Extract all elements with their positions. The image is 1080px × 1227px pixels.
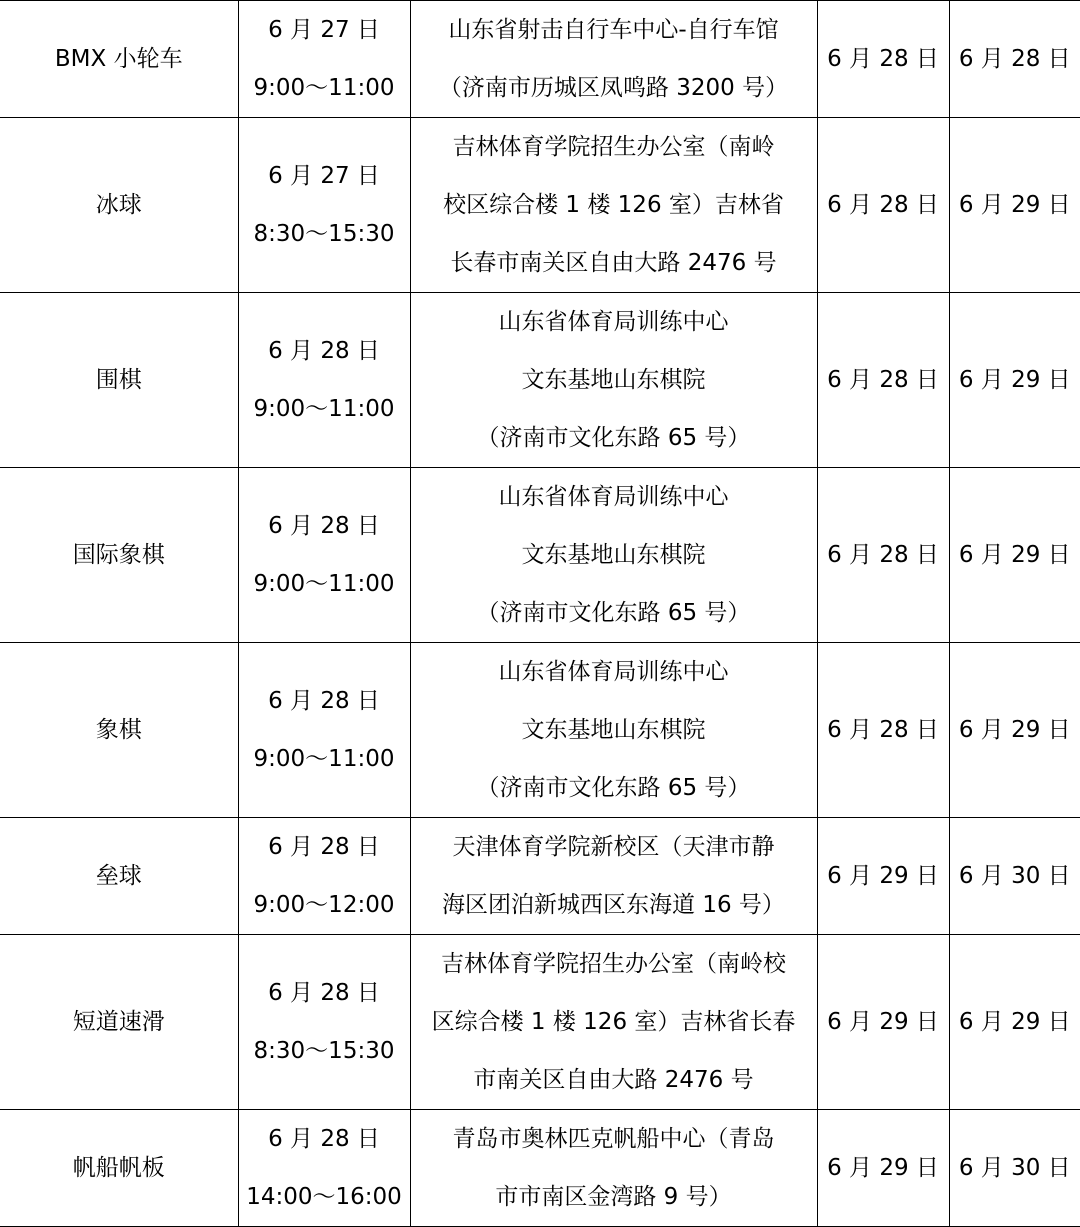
sport-cell [0,935,238,1110]
test-time: 8:30～15:30 [253,1038,395,1064]
test-time: 9:00～12:00 [253,892,395,918]
test-date: 6 月 27 日 [268,163,380,189]
date-b-cell [949,935,1080,1110]
date-a: 6 月 29 日 [827,863,939,889]
sport-cell [0,1,238,118]
sport-name: 冰球 [95,192,142,218]
date-a: 6 月 28 日 [827,542,939,568]
table-row [0,643,1080,818]
date-a-cell [817,118,949,293]
test-date: 6 月 28 日 [268,834,380,860]
date-b-cell [949,818,1080,935]
sport-name: 短道速滑 [72,1009,165,1035]
date-a: 6 月 28 日 [827,717,939,743]
sport-cell [0,818,238,935]
date-a-cell [817,1110,949,1227]
test-date: 6 月 28 日 [268,688,380,714]
test-date: 6 月 28 日 [268,980,380,1006]
time-cell [238,935,410,1110]
venue-line: 山东省体育局训练中心 [498,659,729,685]
venue-cell [410,293,817,468]
date-a-cell [817,1,949,118]
venue-cell [410,468,817,643]
date-b: 6 月 30 日 [958,863,1071,889]
test-time: 9:00～11:00 [253,746,395,772]
venue-line: （济南市文化东路 65 号） [476,775,751,801]
date-b: 6 月 29 日 [958,542,1071,568]
date-b: 6 月 28 日 [958,46,1071,72]
date-a: 6 月 29 日 [827,1009,939,1035]
date-b-cell [949,1110,1080,1227]
venue-cell [410,118,817,293]
sport-name: BMX 小轮车 [54,46,183,72]
venue-line: 文东基地山东棋院 [521,367,706,393]
venue-cell [410,935,817,1110]
time-cell [238,1,410,118]
venue-cell [410,1110,817,1227]
venue-line: 山东省体育局训练中心 [498,309,729,335]
date-a-cell [817,935,949,1110]
date-a: 6 月 29 日 [827,1155,939,1181]
date-a: 6 月 28 日 [827,192,939,218]
venue-line: 区综合楼 1 楼 126 室）吉林省长春 [431,1009,796,1035]
venue-line: 山东省射击自行车中心-自行车馆 [448,17,779,43]
date-b: 6 月 29 日 [958,1009,1071,1035]
sport-cell [0,118,238,293]
test-time: 8:30～15:30 [253,221,395,247]
test-date: 6 月 28 日 [268,1126,380,1152]
date-a: 6 月 28 日 [827,367,939,393]
sport-name: 帆船帆板 [72,1155,165,1181]
date-a-cell [817,293,949,468]
date-b-cell [949,643,1080,818]
sport-cell [0,293,238,468]
venue-line: 文东基地山东棋院 [521,717,706,743]
venue-line: 市市南区金湾路 9 号） [495,1184,732,1210]
test-time: 14:00～16:00 [246,1184,402,1210]
sport-cell [0,643,238,818]
date-b: 6 月 29 日 [958,192,1071,218]
venue-line: （济南市历城区凤鸣路 3200 号） [438,75,789,101]
venue-line: 吉林体育学院招生办公室（南岭 [452,134,775,160]
venue-line: 吉林体育学院招生办公室（南岭校 [441,951,786,977]
venue-line: （济南市文化东路 65 号） [476,425,751,451]
date-a: 6 月 28 日 [827,46,939,72]
sport-name: 国际象棋 [72,542,165,568]
time-cell [238,1110,410,1227]
time-cell [238,293,410,468]
sport-name: 垒球 [95,863,142,889]
sport-cell [0,1110,238,1227]
test-time: 9:00～11:00 [253,75,395,101]
date-b-cell [949,468,1080,643]
time-cell [238,468,410,643]
date-a-cell [817,468,949,643]
test-date: 6 月 27 日 [268,17,380,43]
venue-cell [410,818,817,935]
table-row [0,1,1080,118]
date-b-cell [949,293,1080,468]
venue-line: 青岛市奥林匹克帆船中心（青岛 [452,1126,775,1152]
date-b-cell [949,1,1080,118]
venue-line: 长春市南关区自由大路 2476 号 [450,250,777,276]
test-time: 9:00～11:00 [253,396,395,422]
time-cell [238,643,410,818]
date-a-cell [817,818,949,935]
date-b: 6 月 30 日 [958,1155,1071,1181]
date-b-cell [949,118,1080,293]
date-a-cell [817,643,949,818]
venue-line: 海区团泊新城西区东海道 16 号） [442,892,785,918]
test-time: 9:00～11:00 [253,571,395,597]
table-row [0,118,1080,293]
sport-name: 象棋 [95,717,142,743]
time-cell [238,818,410,935]
venue-cell [410,1,817,118]
sport-name: 围棋 [95,367,142,393]
venue-line: 天津体育学院新校区（天津市静 [452,834,775,860]
table-row [0,1110,1080,1227]
table-row [0,293,1080,468]
schedule-body [0,1,1080,1227]
table-row [0,818,1080,935]
table-row [0,935,1080,1110]
test-date: 6 月 28 日 [268,338,380,364]
table-row [0,468,1080,643]
time-cell [238,118,410,293]
venue-line: 山东省体育局训练中心 [498,484,729,510]
venue-cell [410,643,817,818]
venue-line: （济南市文化东路 65 号） [476,600,751,626]
venue-line: 市南关区自由大路 2476 号 [473,1067,754,1093]
test-date: 6 月 28 日 [268,513,380,539]
venue-line: 校区综合楼 1 楼 126 室）吉林省 [443,192,784,218]
venue-line: 文东基地山东棋院 [521,542,706,568]
date-b: 6 月 29 日 [958,367,1071,393]
sport-cell [0,468,238,643]
date-b: 6 月 29 日 [958,717,1071,743]
